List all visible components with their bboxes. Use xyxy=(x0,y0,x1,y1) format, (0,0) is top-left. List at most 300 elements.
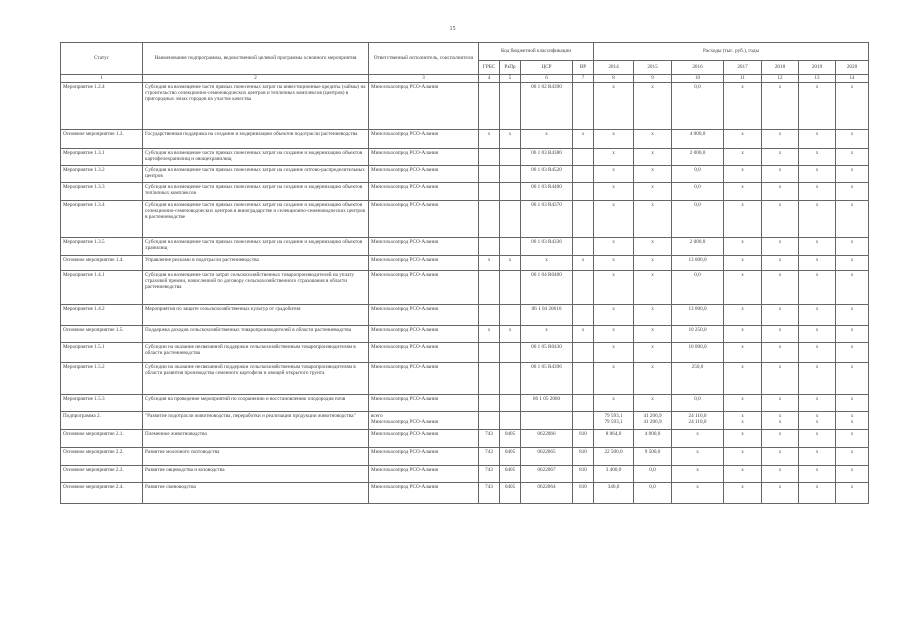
table-row xyxy=(61,466,869,483)
row-value: 4 000,0 xyxy=(672,130,724,149)
row-value: x xyxy=(799,256,836,271)
row-value: x xyxy=(836,430,869,448)
row-value: 22 500,0 xyxy=(594,448,634,466)
row-value: x xyxy=(724,343,762,363)
row-value: x xyxy=(634,305,672,326)
row-name: Субсидии на оказание несвязанной поддержки сельскохозяйственным товаропроизводителям в области растениеводства xyxy=(143,343,369,363)
row-grbs xyxy=(479,343,500,363)
row-value: x xyxy=(836,271,869,305)
table-row xyxy=(61,430,869,448)
row-grbs xyxy=(479,183,500,201)
row-value: x xyxy=(724,363,762,395)
row-csr: 06 1 03 R4400 xyxy=(521,183,573,201)
row-value: x xyxy=(762,201,799,238)
row-vr xyxy=(573,201,594,238)
row-value: x xyxy=(799,343,836,363)
row-value: x xyxy=(762,149,799,166)
row-value: x xyxy=(634,166,672,183)
row-rzpr: x xyxy=(500,326,521,343)
table-row xyxy=(61,448,869,466)
row-executor: Минсельхозпрод РСО-Алания xyxy=(369,448,479,466)
row-value: x xyxy=(762,183,799,201)
row-value: 250,0 xyxy=(672,363,724,395)
column-number: 6 xyxy=(521,75,573,83)
row-value: 340,0 xyxy=(594,483,634,504)
row-value: x xyxy=(634,395,672,412)
table-row xyxy=(61,201,869,238)
row-rzpr xyxy=(500,83,521,130)
row-name: Субсидия на возмещение части прямых понесенных затрат на создание и модернизацию объектов картофелехранилищ и овощехранилищ xyxy=(143,149,369,166)
row-value: x xyxy=(634,343,672,363)
column-number: 8 xyxy=(594,75,634,83)
row-value: x xyxy=(724,201,762,238)
row-status: Мероприятие 1.4.1 xyxy=(61,271,143,305)
row-value: x xyxy=(672,448,724,466)
row-status: Мероприятие 1.4.2 xyxy=(61,305,143,326)
row-name: Развитие свиноводства xyxy=(143,483,369,504)
row-status: Мероприятие 1.3.5 xyxy=(61,238,143,256)
row-grbs xyxy=(479,201,500,238)
row-executor: Минсельхозпрод РСО-Алания xyxy=(369,166,479,183)
row-rzpr: 0405 xyxy=(500,466,521,483)
row-grbs xyxy=(479,166,500,183)
row-value: x xyxy=(594,326,634,343)
row-value-total: 79 593,1 xyxy=(604,412,623,419)
row-value: x xyxy=(799,448,836,466)
row-value: x xyxy=(836,149,869,166)
row-executor: Минсельхозпрод РСО-Алания xyxy=(369,271,479,305)
row-grbs xyxy=(479,271,500,305)
header-year: 2019 xyxy=(799,61,836,75)
row-value: 3 400,0 xyxy=(594,466,634,483)
row-value: x xyxy=(836,256,869,271)
row-value: x xyxy=(634,363,672,395)
row-value: x xyxy=(634,256,672,271)
row-name: Государственная поддержка на создание и модернизацию объектов подотрасли растениеводства xyxy=(143,130,369,149)
row-executor: Минсельхозпрод РСО-Алания xyxy=(369,183,479,201)
row-vr xyxy=(573,83,594,130)
row-status: Мероприятие 1.5.2 xyxy=(61,363,143,395)
row-rzpr xyxy=(500,412,521,430)
row-value: x xyxy=(799,326,836,343)
row-rzpr xyxy=(500,395,521,412)
row-csr: 0622066 xyxy=(521,430,573,448)
row-executor: Минсельхозпрод РСО-Алания xyxy=(369,395,479,412)
row-value xyxy=(594,412,634,430)
row-vr xyxy=(573,238,594,256)
table-row xyxy=(61,183,869,201)
row-value: 0,0 xyxy=(672,83,724,130)
row-value: x xyxy=(762,483,799,504)
table-row xyxy=(61,256,869,271)
table-row xyxy=(61,166,869,183)
row-value-ministry: x xyxy=(778,418,782,425)
row-value xyxy=(799,412,836,430)
row-value xyxy=(672,412,724,430)
row-name: Субсидия на возмещение части прямых понесенных затрат на создание и модернизацию объектов тепличных комплексов xyxy=(143,183,369,201)
row-vr: 810 xyxy=(573,483,594,504)
header-year: 2018 xyxy=(762,61,799,75)
row-value: x xyxy=(634,183,672,201)
row-rzpr xyxy=(500,201,521,238)
row-value: x xyxy=(836,343,869,363)
row-value-ministry: x xyxy=(741,418,744,425)
row-rzpr xyxy=(500,166,521,183)
row-value: 2 000,0 xyxy=(672,238,724,256)
row-value: x xyxy=(836,238,869,256)
row-value: x xyxy=(836,363,869,395)
row-rzpr: x xyxy=(500,130,521,149)
row-value: 10 000,0 xyxy=(672,343,724,363)
row-value: x xyxy=(799,183,836,201)
row-value: x xyxy=(634,238,672,256)
row-value: x xyxy=(594,305,634,326)
row-value: x xyxy=(594,166,634,183)
row-vr: 810 xyxy=(573,430,594,448)
row-value: x xyxy=(594,201,634,238)
row-value: x xyxy=(762,395,799,412)
row-grbs: 743 xyxy=(479,448,500,466)
table-row xyxy=(61,363,869,395)
column-number: 7 xyxy=(573,75,594,83)
row-value: x xyxy=(836,326,869,343)
column-number: 2 xyxy=(143,75,369,83)
row-csr: 06 1 04 20610 xyxy=(521,305,573,326)
row-csr: 06 1 05 R4396 xyxy=(521,363,573,395)
row-grbs xyxy=(479,363,500,395)
row-value: x xyxy=(762,466,799,483)
row-status: Мероприятие 1.3.2 xyxy=(61,166,143,183)
row-executor-ministry: Минсельхозпрод РСО-Алания xyxy=(371,418,439,425)
row-vr xyxy=(573,343,594,363)
row-status: Подпрограмма 2. xyxy=(61,412,143,430)
row-value: 0,0 xyxy=(672,271,724,305)
column-number: 12 xyxy=(762,75,799,83)
row-csr: 06 1 03 R4336 xyxy=(521,238,573,256)
row-value: x xyxy=(836,201,869,238)
row-grbs xyxy=(479,149,500,166)
row-value-ministry: 24 110,0 xyxy=(688,418,707,425)
row-executor: Минсельхозпрод РСО-Алания xyxy=(369,130,479,149)
row-rzpr xyxy=(500,149,521,166)
row-csr xyxy=(521,412,573,430)
row-name: Племенное животноводство xyxy=(143,430,369,448)
row-grbs: x xyxy=(479,130,500,149)
row-value: x xyxy=(594,363,634,395)
row-executor: Минсельхозпрод РСО-Алания xyxy=(369,326,479,343)
row-value xyxy=(836,412,869,430)
row-csr: 06 1 02 R4390 xyxy=(521,83,573,130)
row-value: x xyxy=(799,238,836,256)
row-value: x xyxy=(799,201,836,238)
header-rzpr: РзПр xyxy=(500,61,521,75)
row-vr: 810 xyxy=(573,466,594,483)
row-value: x xyxy=(594,256,634,271)
row-status: Основное мероприятие 2.4. xyxy=(61,483,143,504)
table-row xyxy=(61,343,869,363)
row-name: Субсидия на возмещение части прямых понесенных затрат на создание оптово-распределительных центров xyxy=(143,166,369,183)
row-value: x xyxy=(762,271,799,305)
row-value: x xyxy=(634,130,672,149)
table-row xyxy=(61,305,869,326)
row-value: x xyxy=(762,363,799,395)
row-executor: Минсельхозпрод РСО-Алания xyxy=(369,149,479,166)
row-value-total: x xyxy=(850,412,854,419)
row-value: x xyxy=(724,238,762,256)
row-name: Субсидии на оказание несвязанной поддержки сельскохозяйственным товаропроизводителям в области развития производства семенного картофеля и овощей открытого грунта xyxy=(143,363,369,395)
row-value: x xyxy=(836,448,869,466)
row-value: x xyxy=(724,483,762,504)
row-csr: 0622064 xyxy=(521,483,573,504)
row-name: Субсидия на возмещение части прямых понесенных затрат на создание и модернизацию объектов хранилищ xyxy=(143,238,369,256)
row-csr: 0622067 xyxy=(521,466,573,483)
row-value: x xyxy=(762,256,799,271)
row-value: x xyxy=(762,305,799,326)
row-vr xyxy=(573,183,594,201)
header-executor: Ответственный исполнитель, соисполнители xyxy=(369,43,479,75)
row-value: 13 000,0 xyxy=(672,305,724,326)
header-status: Статус xyxy=(61,43,143,75)
header-year: 2016 xyxy=(672,61,724,75)
row-grbs xyxy=(479,83,500,130)
row-vr xyxy=(573,363,594,395)
row-value: x xyxy=(594,183,634,201)
row-value: x xyxy=(762,83,799,130)
row-value-total: x xyxy=(778,412,782,419)
row-grbs: 743 xyxy=(479,483,500,504)
row-value: x xyxy=(762,130,799,149)
row-status: Основное мероприятие 2.2. xyxy=(61,448,143,466)
row-rzpr xyxy=(500,343,521,363)
row-value: x xyxy=(762,430,799,448)
row-value: 0,0 xyxy=(672,201,724,238)
row-executor-total: всего xyxy=(371,412,383,419)
row-name: Поддержка доходов сельскохозяйственных товаропроизводителей в области растениеводства xyxy=(143,326,369,343)
row-name: Управление рисками в подотрасли растениеводства xyxy=(143,256,369,271)
row-csr: x xyxy=(521,326,573,343)
row-value: x xyxy=(634,271,672,305)
row-executor xyxy=(369,412,479,430)
table-row xyxy=(61,326,869,343)
row-value: x xyxy=(724,183,762,201)
row-value-total: x xyxy=(741,412,744,419)
row-value: x xyxy=(594,130,634,149)
row-value: x xyxy=(594,343,634,363)
row-value: x xyxy=(594,395,634,412)
row-value: 0,0 xyxy=(672,395,724,412)
row-value xyxy=(634,412,672,430)
row-value: x xyxy=(594,271,634,305)
column-number: 9 xyxy=(634,75,672,83)
row-value: x xyxy=(672,483,724,504)
row-value: 10 250,0 xyxy=(672,326,724,343)
header-vr: ВР xyxy=(573,61,594,75)
row-executor: Минсельхозпрод РСО-Алания xyxy=(369,343,479,363)
header-year: 2017 xyxy=(724,61,762,75)
row-value: x xyxy=(799,166,836,183)
row-vr: x xyxy=(573,130,594,149)
row-value: x xyxy=(836,183,869,201)
row-status: Мероприятие 1.5.1 xyxy=(61,343,143,363)
column-number: 5 xyxy=(500,75,521,83)
row-status: Мероприятие 1.5.3 xyxy=(61,395,143,412)
row-name: Развитие молочного скотоводства xyxy=(143,448,369,466)
row-csr: 06 1 03 R4380 xyxy=(521,149,573,166)
row-value: x xyxy=(799,271,836,305)
column-number: 13 xyxy=(799,75,836,83)
column-number: 4 xyxy=(479,75,500,83)
row-executor: Минсельхозпрод РСО-Алания xyxy=(369,483,479,504)
row-value: x xyxy=(724,166,762,183)
row-value: 4 000,0 xyxy=(634,430,672,448)
header-year: 2020 xyxy=(836,61,869,75)
row-value: x xyxy=(594,83,634,130)
table-row xyxy=(61,395,869,412)
row-rzpr: 0405 xyxy=(500,483,521,504)
row-executor: Минсельхозпрод РСО-Алания xyxy=(369,305,479,326)
header-year: 2015 xyxy=(634,61,672,75)
row-grbs: 743 xyxy=(479,430,500,448)
row-value-total: 24 110,0 xyxy=(688,412,707,419)
column-numbers-row xyxy=(61,75,869,83)
row-value: x xyxy=(724,395,762,412)
row-name: Субсидия на возмещение части прямых понесенных затрат на инвестиционные кредиты (займы) на строительство селекционно-семеноводческих центров и тепличных комплексов (центров) в пригородных зонах городов на участке качества xyxy=(143,83,369,130)
row-value: x xyxy=(762,238,799,256)
row-value: x xyxy=(799,395,836,412)
row-value: 0,0 xyxy=(672,183,724,201)
row-rzpr: 0405 xyxy=(500,430,521,448)
row-value: 2 000,0 xyxy=(672,149,724,166)
row-value-ministry: 41 206,9 xyxy=(643,418,662,425)
row-value: 0,0 xyxy=(634,483,672,504)
row-value-ministry: x xyxy=(850,418,854,425)
row-value: x xyxy=(836,483,869,504)
column-number: 1 xyxy=(61,75,143,83)
table-row xyxy=(61,271,869,305)
row-vr xyxy=(573,305,594,326)
row-csr: 0622065 xyxy=(521,448,573,466)
row-status: Основное мероприятие 1.3. xyxy=(61,130,143,149)
row-value: x xyxy=(724,149,762,166)
row-value: x xyxy=(594,149,634,166)
header-csr: ЦСР xyxy=(521,61,573,75)
row-value: x xyxy=(724,83,762,130)
header-grbs: ГРБС xyxy=(479,61,500,75)
row-executor: Минсельхозпрод РСО-Алания xyxy=(369,363,479,395)
row-grbs xyxy=(479,412,500,430)
row-rzpr xyxy=(500,363,521,395)
row-csr: x xyxy=(521,130,573,149)
row-value xyxy=(762,412,799,430)
table-row xyxy=(61,149,869,166)
row-value: x xyxy=(836,166,869,183)
row-status: Основное мероприятие 1.5. xyxy=(61,326,143,343)
row-executor: Минсельхозпрод РСО-Алания xyxy=(369,83,479,130)
column-number: 3 xyxy=(369,75,479,83)
table-row xyxy=(61,130,869,149)
row-value: x xyxy=(762,448,799,466)
row-vr xyxy=(573,166,594,183)
row-value: x xyxy=(594,238,634,256)
row-grbs: x xyxy=(479,326,500,343)
budget-table xyxy=(60,42,869,504)
page-number: 15 xyxy=(449,26,456,32)
table-row xyxy=(61,238,869,256)
row-executor: Минсельхозпрод РСО-Алания xyxy=(369,430,479,448)
row-grbs xyxy=(479,305,500,326)
row-value: x xyxy=(799,130,836,149)
row-value-ministry: x xyxy=(815,418,819,425)
row-value: x xyxy=(724,326,762,343)
row-executor: Минсельхозпрод РСО-Алания xyxy=(369,256,479,271)
row-status: Мероприятие 1.3.1 xyxy=(61,149,143,166)
row-value: x xyxy=(724,130,762,149)
row-executor: Минсельхозпрод РСО-Алания xyxy=(369,466,479,483)
row-vr: 810 xyxy=(573,448,594,466)
row-value: x xyxy=(634,201,672,238)
row-value: x xyxy=(799,363,836,395)
row-name: "Развитие подотрасли животноводства, переработки и реализации продукции животноводства" xyxy=(143,412,369,430)
row-value: x xyxy=(799,466,836,483)
row-value: x xyxy=(762,326,799,343)
row-name: Развитие овцеводства и козоводства xyxy=(143,466,369,483)
column-number: 10 xyxy=(672,75,724,83)
row-status: Мероприятие 1.3.3 xyxy=(61,183,143,201)
budget-table-body xyxy=(61,83,869,504)
row-rzpr xyxy=(500,238,521,256)
row-name: Мероприятия по защите сельскохозяйственных культур от градобития xyxy=(143,305,369,326)
row-value: x xyxy=(799,483,836,504)
row-name: Субсидия на возмещение части затрат сельскохозяйственных товаропроизводителей на уплату страховой премии, начисленной по договору сельскохозяйственного страхования в области растениеводства xyxy=(143,271,369,305)
column-number: 14 xyxy=(836,75,869,83)
row-status: Мероприятие 1.3.4 xyxy=(61,201,143,238)
row-status: Мероприятие 1.2.4 xyxy=(61,83,143,130)
row-grbs xyxy=(479,395,500,412)
row-status: Основное мероприятие 2.3. xyxy=(61,466,143,483)
row-value: x xyxy=(762,166,799,183)
row-grbs: x xyxy=(479,256,500,271)
row-value: x xyxy=(634,83,672,130)
row-value: x xyxy=(724,256,762,271)
row-rzpr: x xyxy=(500,256,521,271)
table-row xyxy=(61,83,869,130)
row-value: x xyxy=(634,326,672,343)
row-grbs xyxy=(479,238,500,256)
row-executor: Минсельхозпрод РСО-Алания xyxy=(369,238,479,256)
header-year: 2014 xyxy=(594,61,634,75)
row-value: x xyxy=(724,466,762,483)
row-value: x xyxy=(634,149,672,166)
row-vr xyxy=(573,271,594,305)
header-name: Наименование подпрограммы, ведомственной целевой программы основного мероприятия xyxy=(143,43,369,75)
row-csr: 06 1 03 R4520 xyxy=(521,166,573,183)
row-vr xyxy=(573,412,594,430)
row-value-ministry: 79 593,1 xyxy=(604,418,623,425)
row-value xyxy=(724,412,762,430)
row-value: x xyxy=(799,83,836,130)
table-row xyxy=(61,412,869,430)
row-value: x xyxy=(836,395,869,412)
column-number: 11 xyxy=(724,75,762,83)
row-value: x xyxy=(836,466,869,483)
header-expenses: Расходы (тыс. руб.), годы xyxy=(594,43,869,61)
row-csr: 06 1 05 2060 xyxy=(521,395,573,412)
row-value: x xyxy=(672,430,724,448)
row-value: x xyxy=(799,305,836,326)
row-value: x xyxy=(836,130,869,149)
row-value: x xyxy=(799,149,836,166)
row-status: Основное мероприятие 1.4. xyxy=(61,256,143,271)
